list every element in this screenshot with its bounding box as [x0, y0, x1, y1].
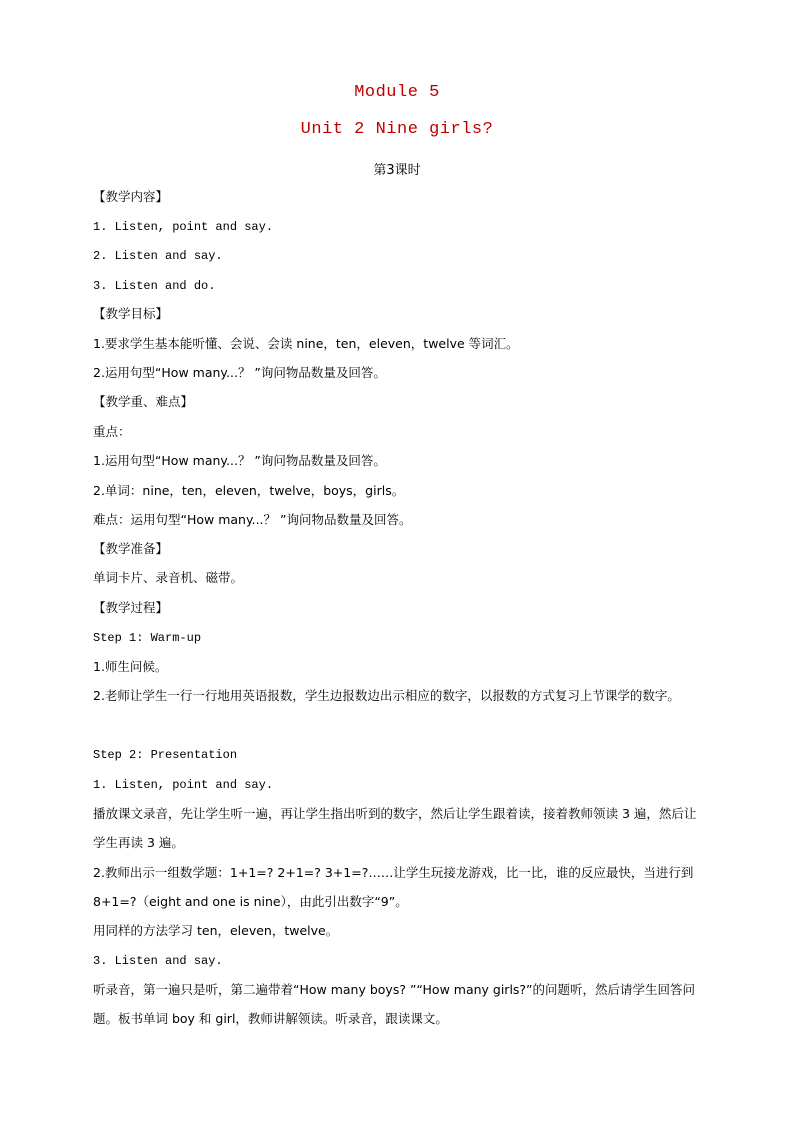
- goals-heading: 【教学目标】: [93, 306, 169, 321]
- keypoints-item-1: 1.运用句型“How many...？ ”询问物品数量及回答。: [93, 453, 386, 468]
- content-item-2: 2. Listen and say.: [93, 249, 223, 263]
- step2-same-method: 用同样的方法学习 ten，eleven，twelve。: [93, 923, 339, 938]
- step2-sub1-text: 播放课文录音，先让学生听一遍，再让学生指出听到的数字，然后让学生跟着读，接着教师领读 3 遍，然后让学生再读 3 遍。: [93, 806, 697, 850]
- keypoints-heading: 【教学重、难点】: [93, 394, 194, 409]
- content-item-1: 1. Listen, point and say.: [93, 220, 274, 234]
- lesson-number: 第3课时: [373, 163, 421, 178]
- keypoints-label: 重点：: [93, 424, 131, 439]
- step2-title: Step 2: Presentation: [93, 748, 238, 762]
- step2-item-2: 2.教师出示一组数学题：1+1=? 2+1=? 3+1=?……让学生玩接龙游戏，比一比，谁的反应最快，当进行到 8+1=?（eight and one is nine），由此引出数字“9”。: [93, 865, 694, 909]
- prep-text: 单词卡片、录音机、磁带。: [93, 570, 244, 585]
- process-heading: 【教学过程】: [93, 600, 169, 615]
- step2-sub3-text: 听录音，第一遍只是听，第二遍带着“How many boys? ”“How many girls?”的问题听，然后请学生回答问题。板书单词 boy 和 girl，教师讲解领读。听录音，跟读课文。: [93, 982, 696, 1026]
- step1-item-1: 1.师生问候。: [93, 659, 168, 674]
- content-item-3: 3. Listen and do.: [93, 279, 216, 293]
- difficulty-text: 难点：运用句型“How many...？ ”询问物品数量及回答。: [93, 512, 412, 527]
- step1-title: Step 1: Warm-up: [93, 631, 202, 645]
- module-title: Module 5: [354, 83, 440, 102]
- prep-heading: 【教学准备】: [93, 541, 169, 556]
- step2-sub3: 3. Listen and say.: [93, 954, 223, 968]
- keypoints-item-2: 2.单词：nine，ten，eleven，twelve，boys，girls。: [93, 483, 405, 498]
- goals-item-1: 1.要求学生基本能听懂、会说、会读 nine，ten，eleven，twelve 等词汇。: [93, 336, 519, 351]
- step1-item-2: 2.老师让学生一行一行地用英语报数，学生边报数边出示相应的数字，以报数的方式复习上节课学的数字。: [93, 688, 680, 703]
- unit-title: Unit 2 Nine girls?: [300, 120, 494, 139]
- goals-item-2: 2.运用句型“How many...？ ”询问物品数量及回答。: [93, 365, 386, 380]
- content-heading: 【教学内容】: [93, 189, 169, 204]
- step2-sub1: 1. Listen, point and say.: [93, 778, 274, 792]
